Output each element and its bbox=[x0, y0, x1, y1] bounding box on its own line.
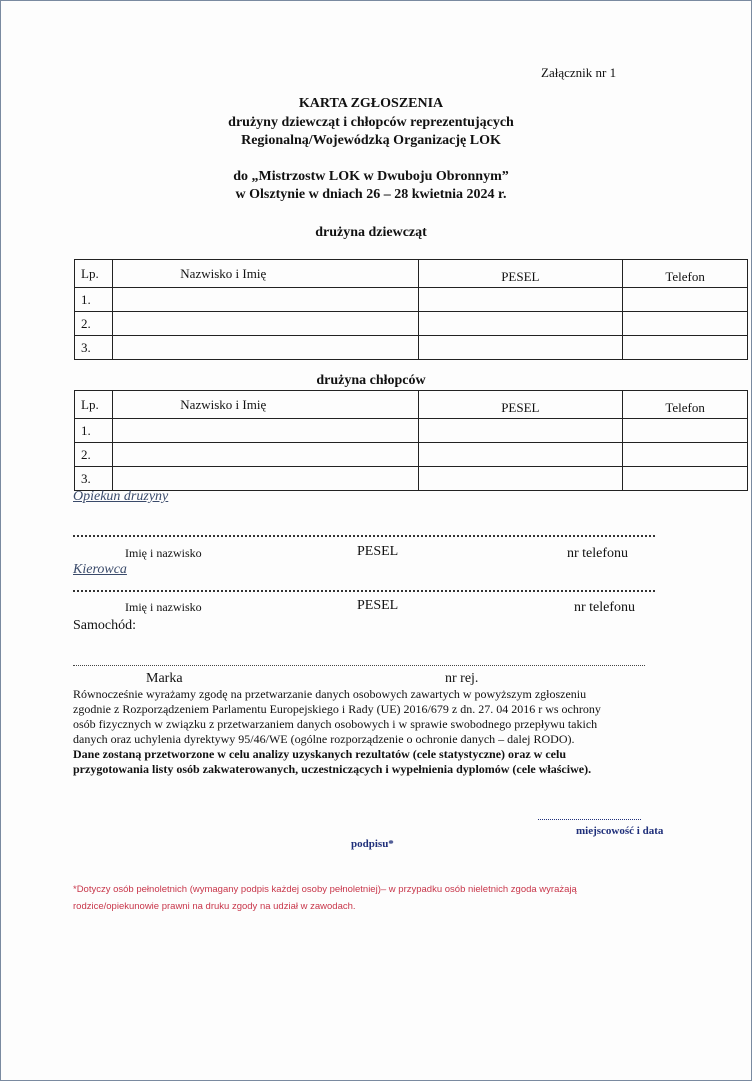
col-header-pesel: PESEL bbox=[418, 260, 623, 288]
footnote bbox=[73, 881, 577, 915]
driver-fill-line[interactable] bbox=[73, 590, 655, 592]
phone-cell[interactable] bbox=[623, 312, 748, 336]
vehicle-label: Samochód: bbox=[73, 618, 136, 633]
guardian-name-caption: Imię i nazwisko bbox=[125, 546, 202, 560]
guardian-phone-caption: nr telefonu bbox=[567, 546, 629, 561]
col-header-phone: Telefon bbox=[623, 260, 748, 288]
row-number: 3. bbox=[75, 467, 113, 491]
form-subtitle-line1: drużyny dziewcząt i chłopców reprezentujących bbox=[228, 115, 514, 130]
phone-cell[interactable] bbox=[623, 288, 748, 312]
guardian-pesel-caption: PESEL bbox=[357, 544, 399, 559]
girls-team-table bbox=[74, 259, 748, 360]
boys-team-heading: drużyna chłopców bbox=[316, 373, 426, 388]
row-number: 2. bbox=[75, 443, 113, 467]
table-row bbox=[75, 336, 748, 360]
driver-pesel-caption: PESEL bbox=[357, 598, 399, 613]
col-header-phone: Telefon bbox=[623, 391, 748, 419]
name-cell[interactable] bbox=[112, 443, 418, 467]
name-cell[interactable] bbox=[112, 419, 418, 443]
col-header-name: Nazwisko i Imię bbox=[112, 391, 418, 419]
consent-line: danych oraz uchylenia dyrektywy 95/46/WE (ogólne rozporządzenie o ochronie danych – dalej RODO). bbox=[73, 732, 575, 746]
phone-cell[interactable] bbox=[623, 419, 748, 443]
attachment-label: Załącznik nr 1 bbox=[541, 65, 617, 80]
event-line1: do „Mistrzostw LOK w Dwuboju Obronnym” bbox=[233, 169, 509, 184]
pesel-cell[interactable] bbox=[418, 312, 623, 336]
table-row bbox=[75, 467, 748, 491]
row-number: 3. bbox=[75, 336, 113, 360]
event-line2: w Olsztynie w dniach 26 – 28 kwietnia 2024 r. bbox=[235, 187, 507, 202]
phone-cell[interactable] bbox=[623, 467, 748, 491]
table-row bbox=[75, 288, 748, 312]
col-header-pesel: PESEL bbox=[418, 391, 623, 419]
row-number: 2. bbox=[75, 312, 113, 336]
phone-cell[interactable] bbox=[623, 336, 748, 360]
consent-bold-line: Dane zostaną przetworzone w celu analizy uzyskanych rezultatów (cele statystyczne) oraz w celu bbox=[73, 747, 567, 761]
consent-paragraph bbox=[73, 687, 663, 777]
pesel-cell[interactable] bbox=[418, 467, 623, 491]
place-date-fill-line[interactable] bbox=[538, 819, 641, 820]
name-cell[interactable] bbox=[112, 467, 418, 491]
consent-bold-line: przygotowania listy osób zakwaterowanych, uczestniczących i wypełnienia dyplomów (cele właściwe). bbox=[73, 762, 592, 776]
driver-phone-caption: nr telefonu bbox=[574, 600, 636, 615]
signature-caption: podpisu* bbox=[351, 838, 394, 850]
guardian-fill-line[interactable] bbox=[73, 535, 655, 537]
name-cell[interactable] bbox=[112, 312, 418, 336]
row-number: 1. bbox=[75, 288, 113, 312]
footnote-line: *Dotyczy osób pełnoletnich (wymagany podpis każdej osoby pełnoletniej)– w przypadku osób nieletnich zgoda wyrażają bbox=[73, 884, 577, 895]
boys-team-table bbox=[74, 390, 748, 491]
guardian-label: Opiekun druzyny bbox=[73, 489, 169, 504]
phone-cell[interactable] bbox=[623, 443, 748, 467]
row-number: 1. bbox=[75, 419, 113, 443]
pesel-cell[interactable] bbox=[418, 336, 623, 360]
girls-team-heading: drużyna dziewcząt bbox=[315, 225, 427, 240]
pesel-cell[interactable] bbox=[418, 288, 623, 312]
table-row bbox=[75, 419, 748, 443]
table-header-row bbox=[75, 391, 748, 419]
driver-label: Kierowca bbox=[73, 562, 127, 577]
pesel-cell[interactable] bbox=[418, 419, 623, 443]
vehicle-fill-line[interactable] bbox=[73, 665, 645, 666]
consent-line: zgodnie z Rozporządzeniem Parlamentu Europejskiego i Rady (UE) 2016/679 z dn. 27. 04 2016 r ws ochrony bbox=[73, 702, 601, 716]
name-cell[interactable] bbox=[112, 288, 418, 312]
table-header-row bbox=[75, 260, 748, 288]
col-header-lp: Lp. bbox=[75, 391, 113, 419]
table-row bbox=[75, 443, 748, 467]
place-date-caption: miejscowość i data bbox=[576, 825, 664, 837]
vehicle-make-caption: Marka bbox=[146, 671, 183, 686]
consent-line: osób fizycznych w związku z przetwarzaniem danych osobowych i w sprawie swobodnego przepływu takich bbox=[73, 717, 598, 731]
vehicle-reg-caption: nr rej. bbox=[445, 671, 479, 686]
footnote-line: rodzice/opiekunowie prawni na druku zgody na udział w zawodach. bbox=[73, 901, 356, 912]
pesel-cell[interactable] bbox=[418, 443, 623, 467]
consent-line: Równocześnie wyrażamy zgodę na przetwarzanie danych osobowych zawartych w powyższym zgłoszeniu bbox=[73, 687, 587, 701]
name-cell[interactable] bbox=[112, 336, 418, 360]
col-header-name: Nazwisko i Imię bbox=[112, 260, 418, 288]
table-row bbox=[75, 312, 748, 336]
form-title: KARTA ZGŁOSZENIA bbox=[298, 96, 444, 111]
col-header-lp: Lp. bbox=[75, 260, 113, 288]
form-subtitle-line2: Regionalną/Wojewódzką Organizację LOK bbox=[241, 133, 501, 148]
driver-name-caption: Imię i nazwisko bbox=[125, 600, 202, 614]
